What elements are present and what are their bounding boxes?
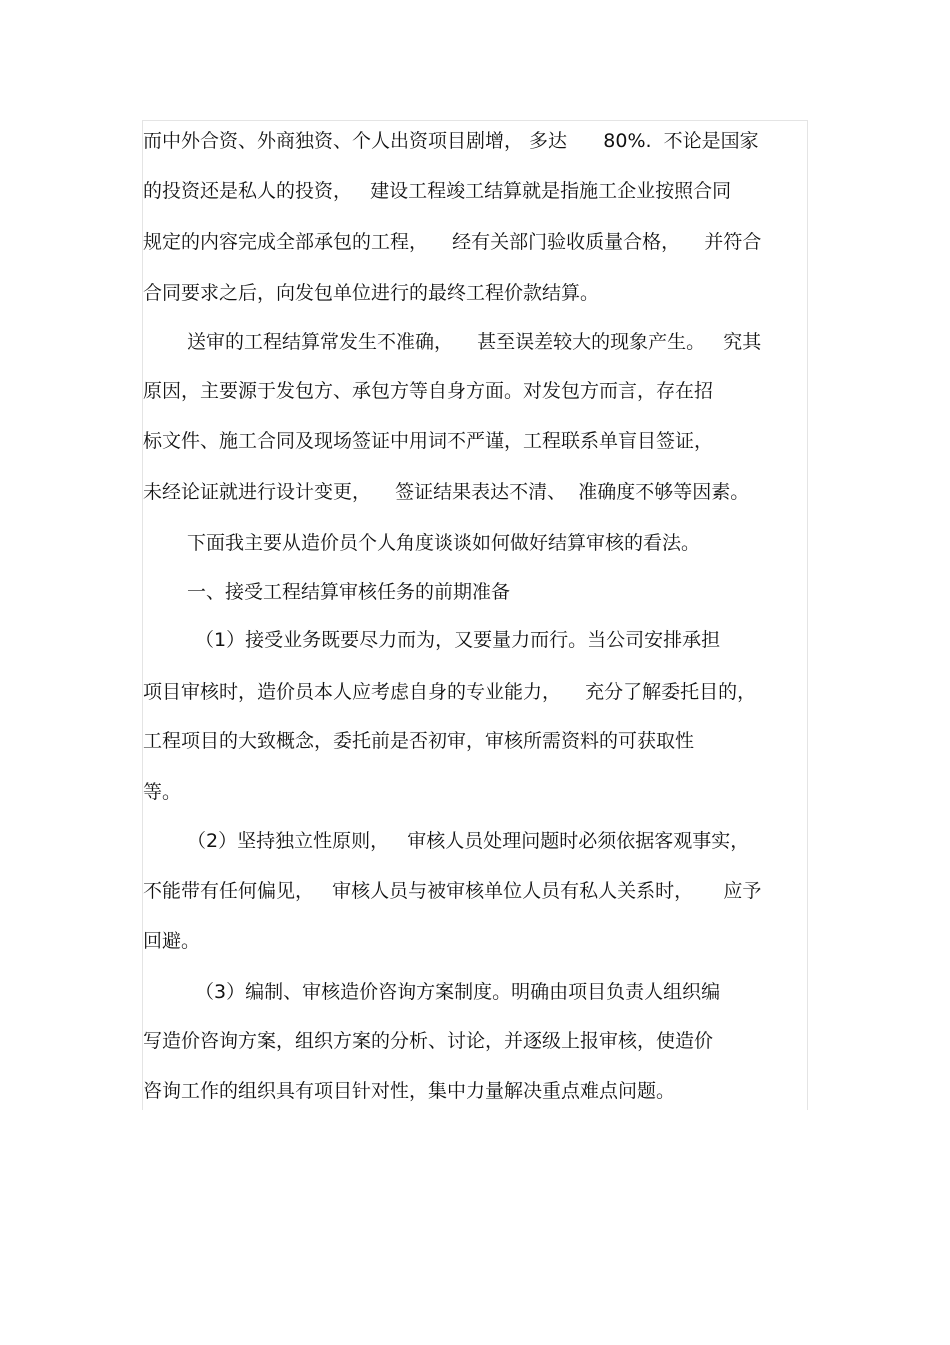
text-line: 写造价咨询方案，组织方案的分析、讨论，并逐级上报审核，使造价 bbox=[143, 1030, 714, 1052]
text-line: 的投资还是私人的投资， 建设工程竣工结算就是指施工企业按照合同 bbox=[143, 180, 732, 202]
text-line: 原因，主要源于发包方、承包方等自身方面。对发包方而言，存在招 bbox=[143, 380, 714, 402]
section-heading: 一、接受工程结算审核任务的前期准备 bbox=[187, 581, 511, 603]
text-line: 规定的内容完成全部承包的工程， 经有关部门验收质量合格， 并符合 bbox=[143, 231, 762, 253]
text-line: （2）坚持独立性原则， 审核人员处理问题时必须依据客观事实， bbox=[187, 830, 750, 852]
page-frame-left bbox=[142, 120, 143, 1110]
text-line: 标文件、施工合同及现场签证中用词不严谨，工程联系单盲目签证， bbox=[143, 430, 714, 452]
text-line: 合同要求之后，向发包单位进行的最终工程价款结算。 bbox=[143, 282, 600, 304]
page-frame-right bbox=[807, 120, 808, 1110]
text-line: 送审的工程结算常发生不准确， 甚至误差较大的现象产生。 究其 bbox=[187, 331, 762, 353]
text-line: 而中外合资、外商独资、个人出资项目剧增， 多达 80%. 不论是国家 bbox=[143, 130, 759, 152]
text-line: 未经论证就进行设计变更， 签证结果表达不清、 准确度不够等因素。 bbox=[143, 481, 750, 503]
text-line: 回避。 bbox=[143, 930, 201, 952]
page-frame-top bbox=[142, 120, 808, 121]
text-line: 工程项目的大致概念，委托前是否初审，审核所需资料的可获取性 bbox=[143, 730, 695, 752]
text-line: 不能带有任何偏见， 审核人员与被审核单位人员有私人关系时， 应予 bbox=[143, 880, 762, 902]
text-line: 咨询工作的组织具有项目针对性，集中力量解决重点难点问题。 bbox=[143, 1080, 676, 1102]
text-line: 下面我主要从造价员个人角度谈谈如何做好结算审核的看法。 bbox=[187, 532, 701, 554]
text-line: （3）编制、审核造价咨询方案制度。明确由项目负责人组织编 bbox=[195, 981, 721, 1003]
text-line: 等。 bbox=[143, 781, 182, 803]
text-line: 项目审核时，造价员本人应考虑自身的专业能力， 充分了解委托目的， bbox=[143, 681, 757, 703]
text-line: （1）接受业务既要尽力而为，又要量力而行。当公司安排承担 bbox=[195, 629, 721, 651]
